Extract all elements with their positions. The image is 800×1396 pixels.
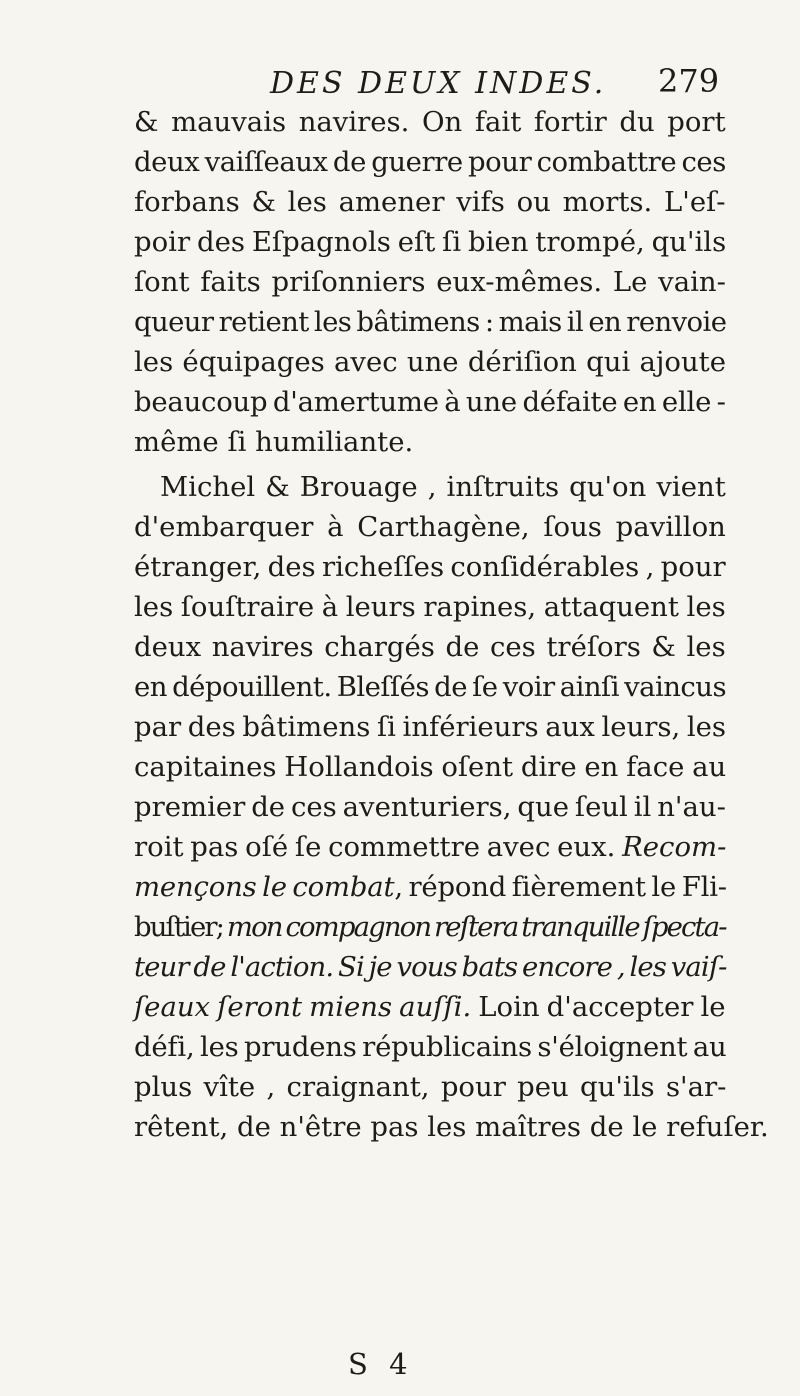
text-line: par des bâtimens ſi inférieurs aux leurs, les	[134, 711, 727, 743]
text-line: ſont faits priſonniers eux-mêmes. Le vain-	[134, 266, 726, 298]
text-line: deux navires chargés de ces tréſors & les	[134, 631, 726, 663]
text-line: mençons le combat, répond fièrement le Fli-	[134, 871, 727, 903]
page-number: 279	[658, 62, 720, 100]
text-line: d'embarquer à Carthagène, ſous pavillon	[134, 511, 726, 543]
text-line: capitaines Hollandois oſent dire en face au	[134, 751, 727, 783]
signature-mark: S 4	[348, 1347, 414, 1381]
text-line: les équipages avec une dériſion qui ajoute	[134, 346, 726, 378]
text-line: queur retient les bâtimens : mais il en renvoie	[134, 306, 727, 338]
text-line: deux vaiſſeaux de guerre pour combattre ces	[134, 146, 726, 178]
text-line: les ſouſtraire à leurs rapines, attaquent les	[134, 591, 726, 623]
text-line: roit pas oſé ſe commettre avec eux. Recom-	[134, 831, 727, 863]
text-line: beaucoup d'amertume à une défaite en elle -	[134, 386, 726, 418]
text-line: forbans & les amener vifs ou morts. L'eſ-	[134, 186, 726, 218]
text-line: buſtier; mon compagnon reſtera tranquille ſpecta-	[134, 911, 726, 943]
text-line: rêtent, de n'être pas les maîtres de le refuſer.	[134, 1111, 769, 1143]
text-line: ſeaux ſeront miens auſſi. Loin d'accepter le	[134, 991, 726, 1023]
text-line: même ſi humiliante.	[134, 426, 414, 458]
text-line: défi, les prudens républicains s'éloignent au	[134, 1031, 727, 1063]
text-line: étranger, des richeſſes conſidérables , pour	[134, 551, 726, 583]
page-header	[0, 60, 800, 100]
text-line: poir des Eſpagnols eſt ſi bien trompé, qu'ils	[134, 226, 727, 258]
text-line: teur de l'action. Si je vous bats encore , les vaiſ-	[134, 951, 727, 983]
text-line: plus vîte , craignant, pour peu qu'ils s'ar-	[134, 1071, 727, 1103]
text-line: en dépouillent. Bleſſés de ſe voir ainſi vaincus	[134, 671, 727, 703]
running-title: DES DEUX INDES.	[270, 66, 607, 101]
text-line: & mauvais navires. On fait fortir du port	[134, 106, 726, 138]
text-line: premier de ces aventuriers, que ſeul il n'au-	[134, 791, 726, 823]
text-line: Michel & Brouage , inſtruits qu'on vient	[160, 471, 726, 503]
